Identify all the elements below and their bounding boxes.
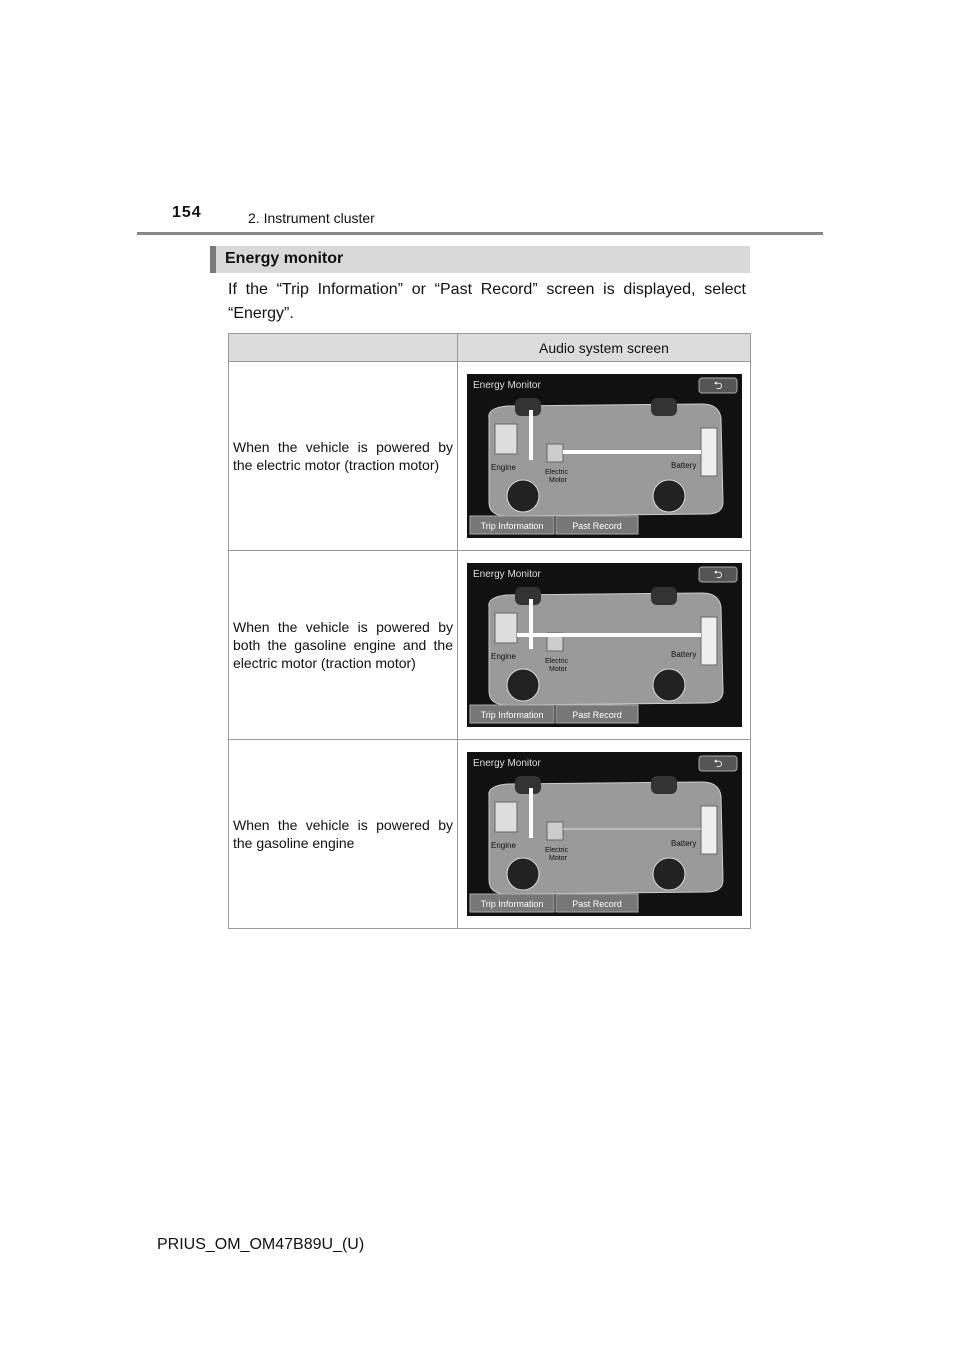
energy-monitor-screen (467, 563, 742, 727)
wheel-icon (507, 858, 539, 890)
motor-label: Electric (544, 658, 568, 665)
wheel-icon (651, 398, 677, 416)
wheel-icon (515, 587, 541, 605)
wheel-icon (653, 858, 685, 890)
motor-label: Motor (548, 666, 567, 673)
engine-label: Engine (490, 463, 516, 472)
past-record-label: Past Record (571, 710, 622, 720)
table-header-empty (229, 334, 458, 362)
section-heading (210, 246, 750, 273)
energy-monitor-screen (467, 374, 742, 538)
trip-information-label: Trip Information (480, 521, 543, 531)
wheel-icon (653, 669, 685, 701)
page-number: 154 (172, 204, 202, 221)
engine-block (495, 802, 517, 832)
wheel-icon (651, 776, 677, 794)
past-record-label: Past Record (571, 899, 622, 909)
power-flow-line (563, 450, 701, 454)
screen-title: Energy Monitor (472, 569, 541, 580)
battery-label: Battery (670, 650, 696, 659)
back-arrow-icon: ⮌ (713, 380, 722, 392)
battery-pack (701, 428, 717, 476)
power-flow-shaft (529, 599, 533, 649)
motor-label: Electric (544, 847, 568, 854)
engine-block (495, 424, 517, 454)
motor-label: Motor (548, 855, 567, 862)
motor-block (547, 444, 563, 462)
battery-pack (701, 806, 717, 854)
motor-label: Motor (548, 477, 567, 484)
power-flow-shaft (529, 410, 533, 460)
row-screenshot (458, 362, 751, 551)
row-screenshot (458, 551, 751, 740)
battery-label: Battery (670, 839, 696, 848)
screen-title: Energy Monitor (472, 380, 541, 391)
table-row (229, 362, 751, 551)
back-arrow-icon: ⮌ (713, 569, 722, 581)
trip-information-label: Trip Information (480, 710, 543, 720)
wheel-icon (515, 398, 541, 416)
motor-label: Electric (544, 469, 568, 476)
section-label: 2. Instrument cluster (248, 210, 375, 226)
table-row (229, 740, 751, 929)
screen-title: Energy Monitor (472, 758, 541, 769)
energy-monitor-screen (467, 752, 742, 916)
row-description: When the vehicle is powered by the gasoline engine (229, 740, 458, 929)
past-record-label: Past Record (571, 521, 622, 531)
row-description: When the vehicle is powered by the electric motor (traction motor) (229, 362, 458, 551)
section-heading-text: Energy monitor (225, 250, 344, 267)
wheel-icon (653, 480, 685, 512)
table-header-row (229, 334, 751, 362)
wheel-icon (515, 776, 541, 794)
page-footer: PRIUS_OM_OM47B89U_(U) (157, 1236, 365, 1253)
intro-paragraph: If the “Trip Information” or “Past Record” screen is displayed, select “Energy”. (228, 281, 746, 322)
table-header-audio: Audio system screen (458, 334, 751, 362)
engine-label: Engine (490, 841, 516, 850)
motor-block (547, 822, 563, 840)
energy-monitor-table (228, 333, 751, 929)
wheel-icon (507, 669, 539, 701)
wheel-icon (507, 480, 539, 512)
battery-pack (701, 617, 717, 665)
header-rule (137, 232, 823, 235)
back-arrow-icon: ⮌ (713, 758, 722, 770)
engine-block (495, 613, 517, 643)
engine-label: Engine (490, 652, 516, 661)
row-description: When the vehicle is powered by both the gasoline engine and the electric motor (traction motor) (229, 551, 458, 740)
row-screenshot (458, 740, 751, 929)
power-flow-line (563, 828, 701, 830)
table-row (229, 551, 751, 740)
battery-label: Battery (670, 461, 696, 470)
wheel-icon (651, 587, 677, 605)
power-flow-shaft (529, 788, 533, 838)
trip-information-label: Trip Information (480, 899, 543, 909)
power-flow-line (517, 633, 701, 637)
